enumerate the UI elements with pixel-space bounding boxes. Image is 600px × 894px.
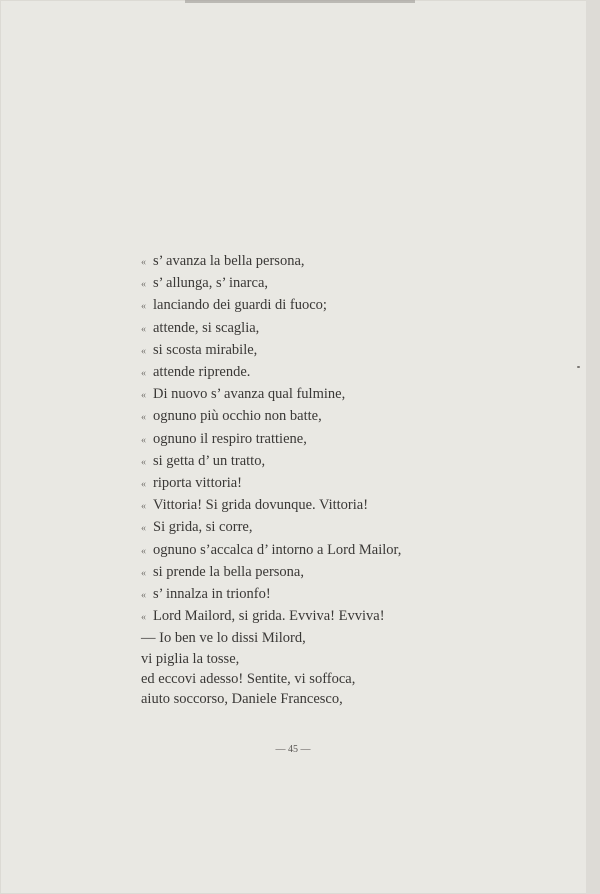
quote-mark: « <box>141 612 146 624</box>
poem-line <box>141 340 401 362</box>
poem-line <box>141 689 401 709</box>
quote-mark: « <box>141 301 146 313</box>
poem-line <box>141 606 401 628</box>
quote-mark: « <box>141 479 146 491</box>
poem-line <box>141 540 401 562</box>
poem-block <box>141 251 401 709</box>
poem-line <box>141 649 401 669</box>
poem-line <box>141 318 401 340</box>
line-text: vi piglia la tosse, <box>141 650 240 667</box>
poem-line <box>141 517 401 539</box>
line-text: ognuno s’accalca d’ intorno a Lord Mailor, <box>153 541 402 558</box>
poem-line <box>141 406 401 428</box>
poem-line <box>141 251 401 273</box>
quote-mark: « <box>141 279 146 291</box>
poem-line <box>141 669 401 689</box>
quote-mark: « <box>141 456 146 468</box>
poem-line <box>141 473 401 495</box>
poem-line <box>141 273 401 295</box>
line-text: lanciando dei guardi di fuoco; <box>153 297 327 314</box>
page-right-edge <box>586 0 600 894</box>
quote-mark: « <box>141 323 146 335</box>
line-text: s’ allunga, s’ inarca, <box>153 275 269 292</box>
line-text: aiuto soccorso, Daniele Francesco, <box>141 691 343 708</box>
line-text: attende riprende. <box>153 364 251 381</box>
line-text: si scosta mirabile, <box>153 341 258 358</box>
page-top-edge <box>185 0 415 3</box>
poem-line <box>141 429 401 451</box>
poem-line <box>141 362 401 384</box>
quote-mark: « <box>141 590 146 602</box>
line-text: ed eccovi adesso! Sentite, vi soffoca, <box>141 670 356 687</box>
poem-line <box>141 584 401 606</box>
line-text: si getta d’ un tratto, <box>153 452 266 469</box>
line-text: Vittoria! Si grida dovunque. Vittoria! <box>153 497 369 514</box>
poem-line <box>141 495 401 517</box>
line-text: Di nuovo s’ avanza qual fulmine, <box>153 386 346 403</box>
page-number: — 45 — <box>275 744 311 755</box>
quote-mark: « <box>141 368 146 380</box>
poem-line <box>141 295 401 317</box>
quote-mark: « <box>141 345 146 357</box>
line-text: riporta vittoria! <box>153 475 242 492</box>
poem-line <box>141 628 401 648</box>
quote-mark: « <box>141 390 146 402</box>
paper-speck <box>577 366 580 368</box>
quote-mark: « <box>141 501 146 513</box>
line-text: ognuno più occhio non batte, <box>153 408 322 425</box>
line-text: s’ avanza la bella persona, <box>153 253 305 269</box>
line-text: ognuno il respiro trattiene, <box>153 430 307 447</box>
poem-line <box>141 451 401 473</box>
quote-mark: « <box>141 257 146 268</box>
line-text: Lord Mailord, si grida. Evviva! Evviva! <box>153 608 385 625</box>
poem-line <box>141 562 401 584</box>
quote-mark: « <box>141 567 146 579</box>
quote-mark: « <box>141 545 146 557</box>
line-text: s’ innalza in trionfo! <box>153 586 271 603</box>
quote-mark: « <box>141 412 146 424</box>
quote-mark: « <box>141 523 146 535</box>
quote-mark: « <box>141 434 146 446</box>
line-text: Si grida, si corre, <box>153 519 253 536</box>
poem-line <box>141 384 401 406</box>
line-text: attende, si scaglia, <box>153 319 260 336</box>
line-text: si prende la bella persona, <box>153 563 304 580</box>
line-text: — Io ben ve lo dissi Milord, <box>141 630 306 647</box>
